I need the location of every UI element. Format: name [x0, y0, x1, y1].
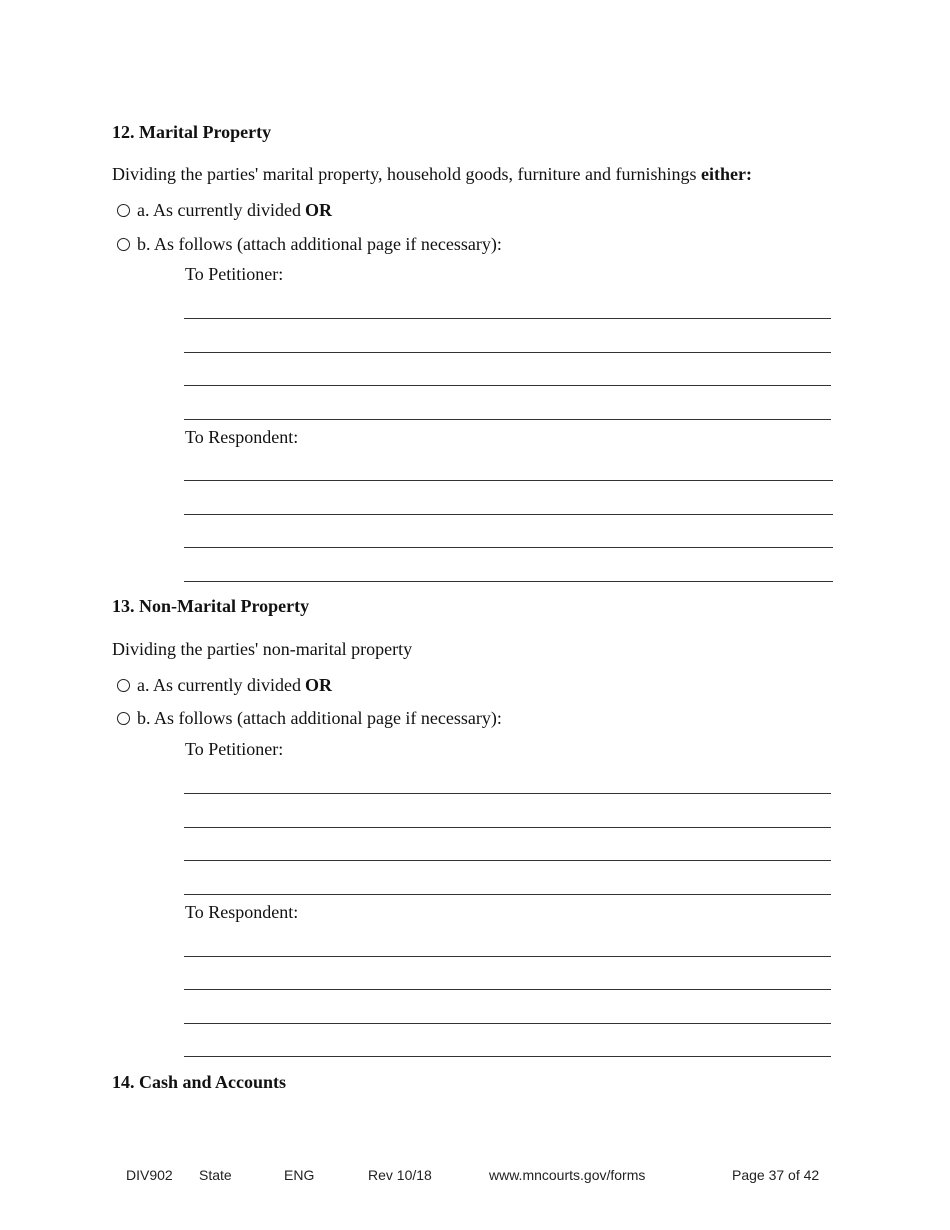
option-a-label: a. As currently divided [137, 675, 301, 695]
petitioner-entry-line-3[interactable] [184, 385, 831, 386]
section-12-to-petitioner-label: To Petitioner: [185, 264, 284, 284]
section-12-option-b[interactable] [117, 234, 502, 255]
petitioner-entry-line-2[interactable] [184, 352, 831, 353]
section-13-option-b[interactable] [117, 708, 502, 729]
petitioner-entry-line-2[interactable] [184, 827, 831, 828]
section-12-title: 12. Marital Property [112, 122, 272, 142]
section-12-intro-text: Dividing the parties' marital property, household goods, furniture and furnishings [112, 164, 701, 184]
section-12-to-respondent-label: To Respondent: [185, 427, 299, 447]
radio-button[interactable] [117, 238, 130, 251]
respondent-entry-line-3[interactable] [184, 547, 833, 548]
respondent-entry-line-4[interactable] [184, 1056, 831, 1057]
respondent-entry-line-4[interactable] [184, 581, 833, 582]
section-13-to-petitioner-label: To Petitioner: [185, 739, 284, 759]
respondent-entry-line-2[interactable] [184, 514, 833, 515]
footer-language: ENG [284, 1167, 315, 1183]
option-a-label: a. As currently divided [137, 200, 301, 220]
section-12-option-a[interactable] [117, 200, 332, 221]
petitioner-entry-line-4[interactable] [184, 419, 831, 420]
section-12-intro [112, 164, 752, 185]
respondent-entry-line-1[interactable] [184, 480, 833, 481]
radio-button[interactable] [117, 712, 130, 725]
footer-page-number: Page 37 of 42 [732, 1167, 820, 1183]
petitioner-entry-line-4[interactable] [184, 894, 831, 895]
option-b-label: b. As follows (attach additional page if necessary): [137, 234, 502, 254]
respondent-entry-line-3[interactable] [184, 1023, 831, 1024]
petitioner-entry-line-1[interactable] [184, 793, 831, 794]
section-12-intro-bold: either: [700, 164, 752, 184]
respondent-entry-line-1[interactable] [184, 956, 831, 957]
option-b-label: b. As follows (attach additional page if necessary): [137, 708, 502, 728]
petitioner-entry-line-1[interactable] [184, 318, 831, 319]
petitioner-entry-line-3[interactable] [184, 860, 831, 861]
option-a-or: OR [304, 675, 332, 695]
footer-form-id: DIV902 [126, 1167, 173, 1183]
radio-button[interactable] [117, 204, 130, 217]
footer-revision: Rev 10/18 [368, 1167, 432, 1183]
section-13-title: 13. Non-Marital Property [112, 596, 310, 616]
section-13-option-a[interactable] [117, 675, 332, 696]
section-14-title: 14. Cash and Accounts [112, 1072, 287, 1092]
section-13-intro: Dividing the parties' non-marital property [112, 639, 413, 659]
footer-url: www.mncourts.gov/forms [489, 1167, 646, 1183]
section-13-to-respondent-label: To Respondent: [185, 902, 299, 922]
respondent-entry-line-2[interactable] [184, 989, 831, 990]
option-a-or: OR [304, 200, 332, 220]
footer-jurisdiction: State [199, 1167, 232, 1183]
radio-button[interactable] [117, 679, 130, 692]
